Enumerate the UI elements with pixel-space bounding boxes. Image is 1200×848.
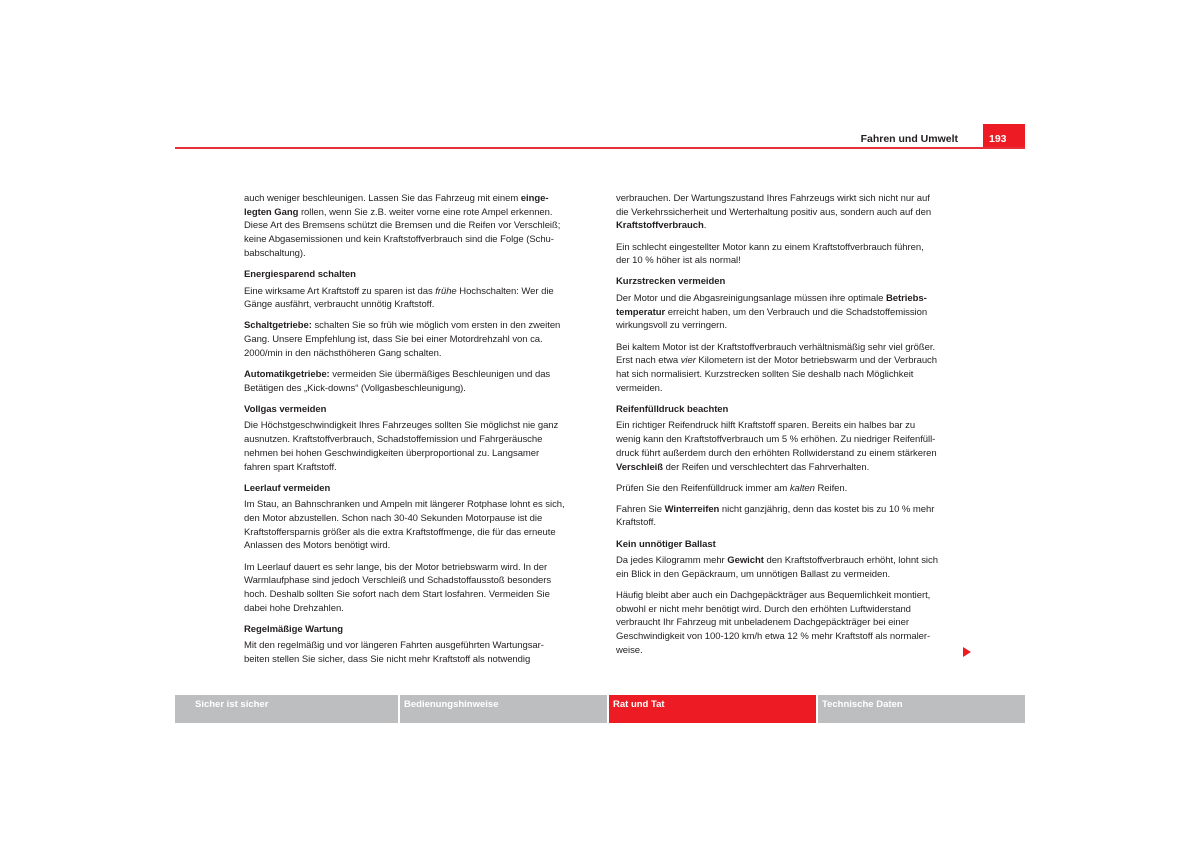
text-line bbox=[616, 603, 966, 617]
text-line bbox=[616, 403, 966, 417]
text-run: die Verkehrssicherheit und Werterhaltung positiv aus, sondern auch auf den bbox=[616, 206, 932, 218]
text-line bbox=[616, 568, 966, 582]
text-line bbox=[616, 292, 966, 306]
text-line bbox=[244, 623, 594, 637]
bold-text: Verschleiß bbox=[616, 461, 664, 473]
text-line bbox=[244, 333, 594, 347]
text-line bbox=[616, 241, 966, 255]
text-line bbox=[244, 268, 594, 282]
text-run: . bbox=[703, 220, 707, 232]
tab-sicher-ist-sicher[interactable]: Sicher ist sicher bbox=[175, 695, 398, 723]
text-run: Erst nach etwa bbox=[616, 355, 681, 367]
text-run: nicht ganzjährig, denn das kostet bis zu 10 % mehr bbox=[719, 503, 935, 515]
text-line bbox=[244, 602, 594, 616]
text-line bbox=[244, 382, 594, 396]
text-run: schalten Sie so früh wie möglich vom ersten in den zweiten bbox=[311, 320, 561, 332]
text-run: Kurzstrecken vermeiden bbox=[616, 276, 726, 288]
text-line bbox=[244, 192, 594, 206]
tab-bedienungshinweise[interactable]: Bedienungshinweise bbox=[400, 695, 607, 723]
paragraph bbox=[244, 192, 594, 261]
text-line bbox=[616, 644, 966, 658]
paragraph bbox=[616, 419, 966, 474]
text-line bbox=[616, 516, 966, 530]
text-line bbox=[244, 285, 594, 299]
text-run: ausnutzen. Kraftstoffverbrauch, Schadstoffemission und Fahrgeräusche bbox=[244, 434, 543, 446]
paragraph bbox=[244, 639, 594, 666]
text-run: Kraftstoffersparnis größer als die extra Kraftstoffmenge, die für das erneute bbox=[244, 526, 556, 538]
text-run: Energiesparend schalten bbox=[244, 268, 356, 280]
text-line bbox=[244, 247, 594, 261]
section-heading bbox=[616, 403, 966, 417]
text-run: Anlassen des Motors benötigt wird. bbox=[244, 540, 391, 552]
text-run: babschaltung). bbox=[244, 247, 306, 259]
text-run: Mit den regelmäßig und vor längeren Fahrten ausgeführten Wartungsar- bbox=[244, 640, 544, 652]
text-run: weise. bbox=[616, 644, 643, 656]
text-run: hat sich normalisiert. Kurzstrecken sollten Sie deshalb nach Möglichkeit bbox=[616, 368, 914, 380]
tab-rat-und-tat[interactable]: Rat und Tat bbox=[609, 695, 816, 723]
text-line bbox=[244, 653, 594, 667]
bold-text: Schaltgetriebe: bbox=[244, 320, 312, 332]
paragraph bbox=[244, 368, 594, 395]
text-line bbox=[244, 219, 594, 233]
text-line bbox=[616, 341, 966, 355]
section-heading bbox=[244, 623, 594, 637]
bold-text: Winterreifen bbox=[664, 503, 720, 515]
text-run: Reifenfülldruck beachten bbox=[616, 403, 729, 415]
text-line bbox=[244, 319, 594, 333]
section-heading bbox=[244, 482, 594, 496]
text-run: Gang. Unsere Empfehlung ist, dass Sie bei einer Motordrehzahl von ca. bbox=[244, 334, 543, 346]
text-line bbox=[616, 630, 966, 644]
text-run: rollen, wenn Sie z.B. weiter vorne eine rote Ampel erkennen. bbox=[298, 206, 553, 218]
text-line bbox=[616, 306, 966, 320]
text-line bbox=[244, 461, 594, 475]
section-tabs bbox=[175, 695, 1025, 723]
bold-text: temperatur bbox=[616, 306, 666, 318]
text-run: Gänge ausfährt, verbraucht unnötig Kraftstoff. bbox=[244, 299, 435, 311]
text-run: Prüfen Sie den Reifenfülldruck immer am bbox=[616, 482, 790, 494]
left-column bbox=[244, 192, 594, 674]
text-line bbox=[244, 639, 594, 653]
text-run: Kraftstoff. bbox=[616, 517, 656, 529]
text-run: Ein richtiger Reifendruck hilft Kraftstoff sparen. Bereits ein halbes bar zu bbox=[616, 420, 916, 432]
bold-text: Kraftstoffverbrauch bbox=[616, 220, 704, 232]
arrow-right-icon bbox=[963, 647, 971, 657]
text-run: Warmlaufphase sind jedoch Verschleiß und Schadstoffausstoß besonders bbox=[244, 575, 552, 587]
text-line bbox=[616, 461, 966, 475]
text-run: nehmen bei hohen Geschwindigkeiten überproportional zu. Langsamer bbox=[244, 447, 540, 459]
text-line bbox=[616, 382, 966, 396]
paragraph bbox=[616, 292, 966, 333]
section-heading bbox=[616, 538, 966, 552]
bold-text: legten Gang bbox=[244, 206, 299, 218]
paragraph bbox=[244, 319, 594, 360]
paragraph bbox=[244, 498, 594, 553]
text-run: Reifen. bbox=[814, 482, 848, 494]
italic-text: frühe bbox=[435, 285, 457, 297]
text-run: Bei kaltem Motor ist der Kraftstoffverbrauch verhältnismäßig sehr viel größer. bbox=[616, 341, 936, 353]
text-line bbox=[244, 433, 594, 447]
text-run: beiten stellen Sie sicher, dass Sie nicht mehr Kraftstoff als notwendig bbox=[244, 654, 531, 666]
text-line bbox=[244, 298, 594, 312]
text-run: obwohl er nicht mehr benötigt wird. Durch den erhöhten Luftwiderstand bbox=[616, 603, 911, 615]
text-run: erreicht haben, um den Verbrauch und die Schadstoffemission bbox=[665, 306, 928, 318]
italic-text: vier bbox=[680, 355, 696, 367]
text-run: verbrauchen. Der Wartungszustand Ihres Fahrzeugs wirkt sich nicht nur auf bbox=[616, 193, 930, 204]
text-run: den Kraftstoffverbrauch erhöht, lohnt sich bbox=[763, 555, 938, 567]
text-run: ein Blick in den Gepäckraum, um unnötigen Ballast zu vermeiden. bbox=[616, 568, 891, 580]
text-run: druck führt außerdem durch den erhöhten Rollwiderstand zu einem stärkeren bbox=[616, 447, 937, 459]
text-run: Diese Art des Bremsens schützt die Bremsen und die Reifen vor Verschleiß; bbox=[244, 220, 561, 232]
paragraph bbox=[616, 503, 966, 530]
text-line bbox=[244, 526, 594, 540]
bold-text: Gewicht bbox=[727, 555, 764, 567]
paragraph bbox=[244, 561, 594, 616]
page-number: 193 bbox=[983, 124, 1025, 148]
paragraph bbox=[244, 285, 594, 312]
text-line bbox=[244, 588, 594, 602]
text-run: Regelmäßige Wartung bbox=[244, 623, 343, 635]
text-run: Im Leerlauf dauert es sehr lange, bis der Motor betriebswarm wird. In der bbox=[244, 561, 548, 573]
text-line bbox=[244, 512, 594, 526]
text-line bbox=[616, 275, 966, 289]
text-run: 2000/min in den nächsthöheren Gang schalten. bbox=[244, 347, 442, 359]
text-line bbox=[244, 403, 594, 417]
text-line bbox=[616, 254, 966, 268]
text-run: hoch. Deshalb sollten Sie sofort nach dem Start losfahren. Vermeiden Sie bbox=[244, 588, 550, 600]
text-run: Vollgas vermeiden bbox=[244, 403, 327, 415]
tab-technische-daten[interactable]: Technische Daten bbox=[818, 695, 1025, 723]
section-heading bbox=[616, 275, 966, 289]
text-run: Hochschalten: Wer die bbox=[456, 285, 554, 297]
paragraph bbox=[616, 192, 966, 233]
paragraph bbox=[244, 419, 594, 474]
text-line bbox=[616, 419, 966, 433]
text-run: der Reifen und verschlechtert das Fahrverhalten. bbox=[663, 461, 870, 473]
text-line bbox=[244, 368, 594, 382]
text-run: Häufig bleibt aber auch ein Dachgepäckträger aus Bequemlichkeit montiert, bbox=[616, 590, 931, 601]
text-line bbox=[244, 419, 594, 433]
text-run: Eine wirksame Art Kraftstoff zu sparen ist das bbox=[244, 285, 436, 297]
text-run: Betätigen des „Kick-downs“ (Vollgasbeschleunigung). bbox=[244, 382, 466, 394]
paragraph bbox=[616, 589, 966, 658]
bold-text: einge- bbox=[520, 193, 549, 204]
section-heading bbox=[244, 403, 594, 417]
text-run: Im Stau, an Bahnschranken und Ampeln mit längerer Rotphase lohnt es sich, bbox=[244, 499, 565, 511]
text-line bbox=[616, 319, 966, 333]
paragraph bbox=[616, 482, 966, 496]
text-line bbox=[616, 589, 966, 603]
text-run: wenig kann den Kraftstoffverbrauch um 5 % erhöhen. Zu niedriger Reifenfüll- bbox=[616, 434, 936, 446]
text-line bbox=[616, 192, 966, 206]
text-run: Geschwindigkeit von 100-120 km/h etwa 12 % mehr Kraftstoff als normaler- bbox=[616, 631, 931, 643]
text-run: der 10 % höher ist als normal! bbox=[616, 255, 741, 267]
text-line bbox=[616, 554, 966, 568]
text-run: dabei hohe Drehzahlen. bbox=[244, 602, 344, 614]
bold-text: Betriebs- bbox=[885, 293, 927, 304]
text-line bbox=[244, 347, 594, 361]
text-line bbox=[616, 447, 966, 461]
text-run: fahren spart Kraftstoff. bbox=[244, 461, 337, 473]
text-run: Leerlauf vermeiden bbox=[244, 482, 331, 494]
text-line bbox=[244, 206, 594, 220]
section-heading bbox=[244, 268, 594, 282]
text-run: verbraucht Ihr Fahrzeug mit unbeladenem Dachgepäckträger bei einer bbox=[616, 617, 909, 629]
text-line bbox=[244, 498, 594, 512]
text-line bbox=[244, 233, 594, 247]
text-run: vermeiden Sie übermäßiges Beschleunigen und das bbox=[329, 368, 551, 380]
header-divider bbox=[175, 147, 1025, 149]
text-run: wirkungsvoll zu verringern. bbox=[616, 320, 728, 332]
text-run: Da jedes Kilogramm mehr bbox=[616, 555, 728, 567]
paragraph bbox=[616, 341, 966, 396]
text-line bbox=[616, 368, 966, 382]
text-run: Der Motor und die Abgasreinigungsanlage müssen ihre optimale bbox=[616, 293, 886, 304]
text-line bbox=[244, 574, 594, 588]
paragraph bbox=[616, 554, 966, 581]
text-line bbox=[244, 539, 594, 553]
text-run: den Motor abzustellen. Schon nach 30-40 Sekunden Motorpause ist die bbox=[244, 513, 543, 525]
text-run: Fahren Sie bbox=[616, 503, 665, 515]
text-run: Kilometern ist der Motor betriebswarm und der Verbrauch bbox=[695, 355, 937, 367]
text-line bbox=[616, 538, 966, 552]
text-line bbox=[616, 503, 966, 517]
text-run: vermeiden. bbox=[616, 382, 663, 394]
paragraph bbox=[616, 241, 966, 268]
text-run: Ein schlecht eingestellter Motor kann zu einem Kraftstoffverbrauch führen, bbox=[616, 241, 924, 253]
text-line bbox=[616, 433, 966, 447]
bold-text: Automatikgetriebe: bbox=[244, 368, 330, 380]
chapter-title: Fahren und Umwelt bbox=[860, 133, 958, 145]
italic-text: kalten bbox=[789, 482, 815, 494]
text-line bbox=[616, 616, 966, 630]
text-line bbox=[616, 219, 966, 233]
text-line bbox=[244, 447, 594, 461]
right-column bbox=[616, 192, 966, 665]
text-run: keine Abgasemissionen und kein Kraftstoffverbrauch sind die Folge (Schu- bbox=[244, 234, 554, 246]
text-run: auch weniger beschleunigen. Lassen Sie das Fahrzeug mit einem bbox=[244, 193, 521, 204]
text-line bbox=[616, 354, 966, 368]
text-run: Kein unnötiger Ballast bbox=[616, 538, 716, 550]
text-run: Die Höchstgeschwindigkeit Ihres Fahrzeuges sollten Sie möglichst nie ganz bbox=[244, 420, 559, 432]
text-line bbox=[616, 482, 966, 496]
text-line bbox=[244, 561, 594, 575]
text-line bbox=[244, 482, 594, 496]
text-line bbox=[616, 206, 966, 220]
